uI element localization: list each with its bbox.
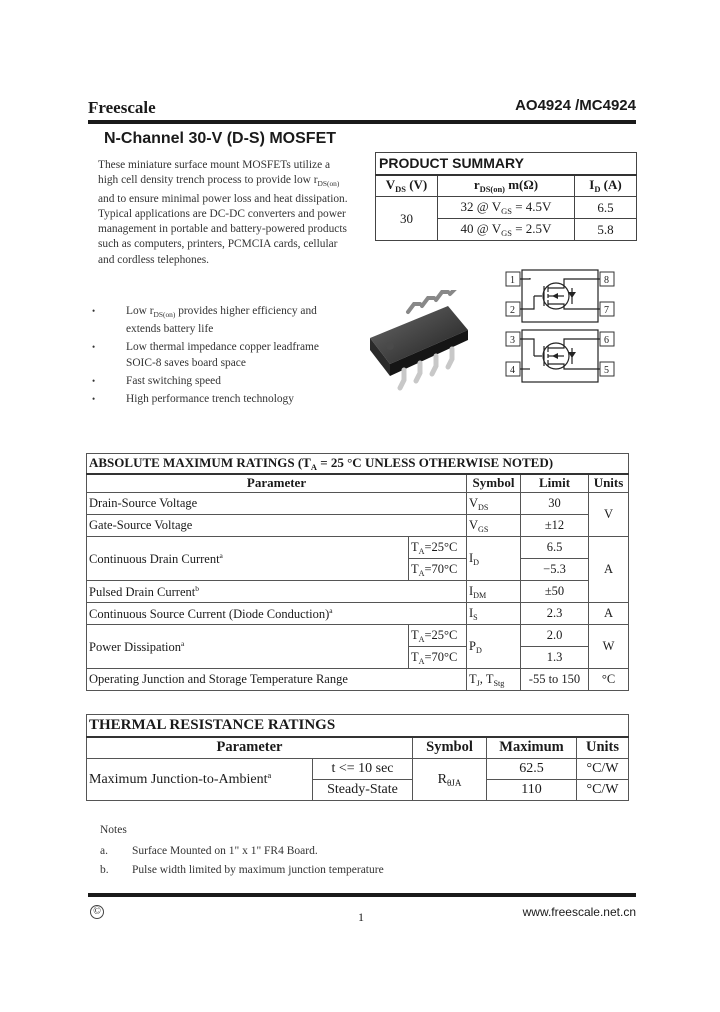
feature-item: • Low thermal impedance copper leadframe SOIC-8 saves board space	[92, 340, 342, 370]
col-id: $I_D$ (A)	[575, 175, 637, 197]
pin-label: 3	[510, 335, 515, 346]
part-number: AO4924 /MC4924	[515, 97, 636, 114]
thermal-caption: THERMAL RESISTANCE RATINGS	[87, 715, 629, 737]
table-row: Steady-State 110 °C/W	[87, 780, 629, 801]
copyright-icon: ©	[90, 905, 104, 919]
header-rule	[88, 120, 636, 124]
feature-list	[92, 304, 342, 410]
col-limit: Limit	[521, 474, 589, 493]
pin-label: 6	[604, 335, 609, 346]
pin-label: 4	[510, 365, 515, 376]
pin-label: 2	[510, 305, 515, 316]
note-b: b. Pulse width limited by maximum junction temperature	[100, 864, 384, 876]
table-row: $T_A=70^\circ C$ 1.3	[87, 647, 629, 669]
pin-label: 5	[604, 365, 609, 376]
page-title: N-Channel 30-V (D-S) MOSFET	[104, 130, 337, 147]
pin-label: 1	[510, 275, 515, 286]
table-row: Gate-Source Voltage $V_{GS}$ ±12	[87, 515, 629, 537]
description: These miniature surface mount MOSFETs utilize a high cell density trench process to provide low $r_{DS(on)}$ and to ensure minimal power loss and heat dissipation. Typical applications are DC-DC converters and power management in portable and battery-powered products such as computers, printers, PCMCIA cards, cellular and cordless telephones.	[98, 159, 348, 266]
col-maximum: Maximum	[487, 737, 577, 759]
table-row: Pulsed Drain Current$^b$ $I_{DM}$ ±50	[87, 581, 629, 603]
col-symbol: Symbol	[413, 737, 487, 759]
product-summary-table	[375, 152, 637, 241]
table-row: Continuous Source Current (Diode Conduction)$^a$ $I_S$ 2.3 A	[87, 603, 629, 625]
id-row1: 6.5	[575, 197, 637, 219]
feature-item: • Fast switching speed	[92, 374, 342, 389]
notes-title: Notes	[100, 824, 127, 836]
rdson-row1: 32 @ $V_{GS} = 4.5V$	[438, 197, 575, 219]
pin-label: 8	[604, 275, 609, 286]
col-units: Units	[577, 737, 629, 759]
table-row: Operating Junction and Storage Temperature Range $T_J$, $T_{Stg}$ -55 to 150 °C	[87, 669, 629, 691]
absolute-max-caption: ABSOLUTE MAXIMUM RATINGS ($T_A = 25$ °C UNLESS OTHERWISE NOTED)	[87, 454, 629, 474]
col-vds: $V_{DS}$ (V)	[376, 175, 438, 197]
table-row: $T_A=70^\circ C$ −5.3	[87, 559, 629, 581]
pinout-schematic	[500, 266, 620, 386]
thermal-resistance-table	[86, 714, 629, 801]
col-parameter: Parameter	[87, 737, 413, 759]
pin-label: 7	[604, 305, 609, 316]
id-row2: 5.8	[575, 219, 637, 241]
footer-rule	[88, 893, 636, 897]
col-symbol: Symbol	[467, 474, 521, 493]
col-units: Units	[589, 474, 629, 493]
soic8-package-image	[360, 290, 480, 400]
product-summary-heading: PRODUCT SUMMARY	[376, 153, 637, 175]
vds-value: 30	[376, 197, 438, 241]
website-url: www.freescale.net.cn	[522, 905, 636, 919]
page-number: 1	[358, 910, 364, 924]
col-parameter: Parameter	[87, 474, 467, 493]
table-row: Power Dissipation$^a$ $T_A=25^\circ C$ $P_D$ 2.0 W	[87, 625, 629, 647]
table-row: Drain-Source Voltage $V_{DS}$ 30 V	[87, 493, 629, 515]
rdson-row2: 40 @ $V_{GS} = 2.5V$	[438, 219, 575, 241]
table-row: Maximum Junction-to-Ambient$^a$ t <= 10 sec $R_{\theta JA}$ 62.5 °C/W	[87, 759, 629, 780]
brand-name: Freescale	[88, 98, 156, 117]
col-rdson: $r_{DS(on)}$ m(Ω)	[438, 175, 575, 197]
absolute-max-ratings-table	[86, 453, 629, 691]
feature-item: • Low $r_{DS(on)}$ provides higher efficiency and extends battery life	[92, 304, 342, 337]
feature-item: • High performance trench technology	[92, 392, 342, 407]
note-a: a. Surface Mounted on 1" x 1" FR4 Board.	[100, 845, 318, 857]
table-row: Continuous Drain Current$^a$ $T_A=25^\circ C$ $I_D$ 6.5 A	[87, 537, 629, 559]
